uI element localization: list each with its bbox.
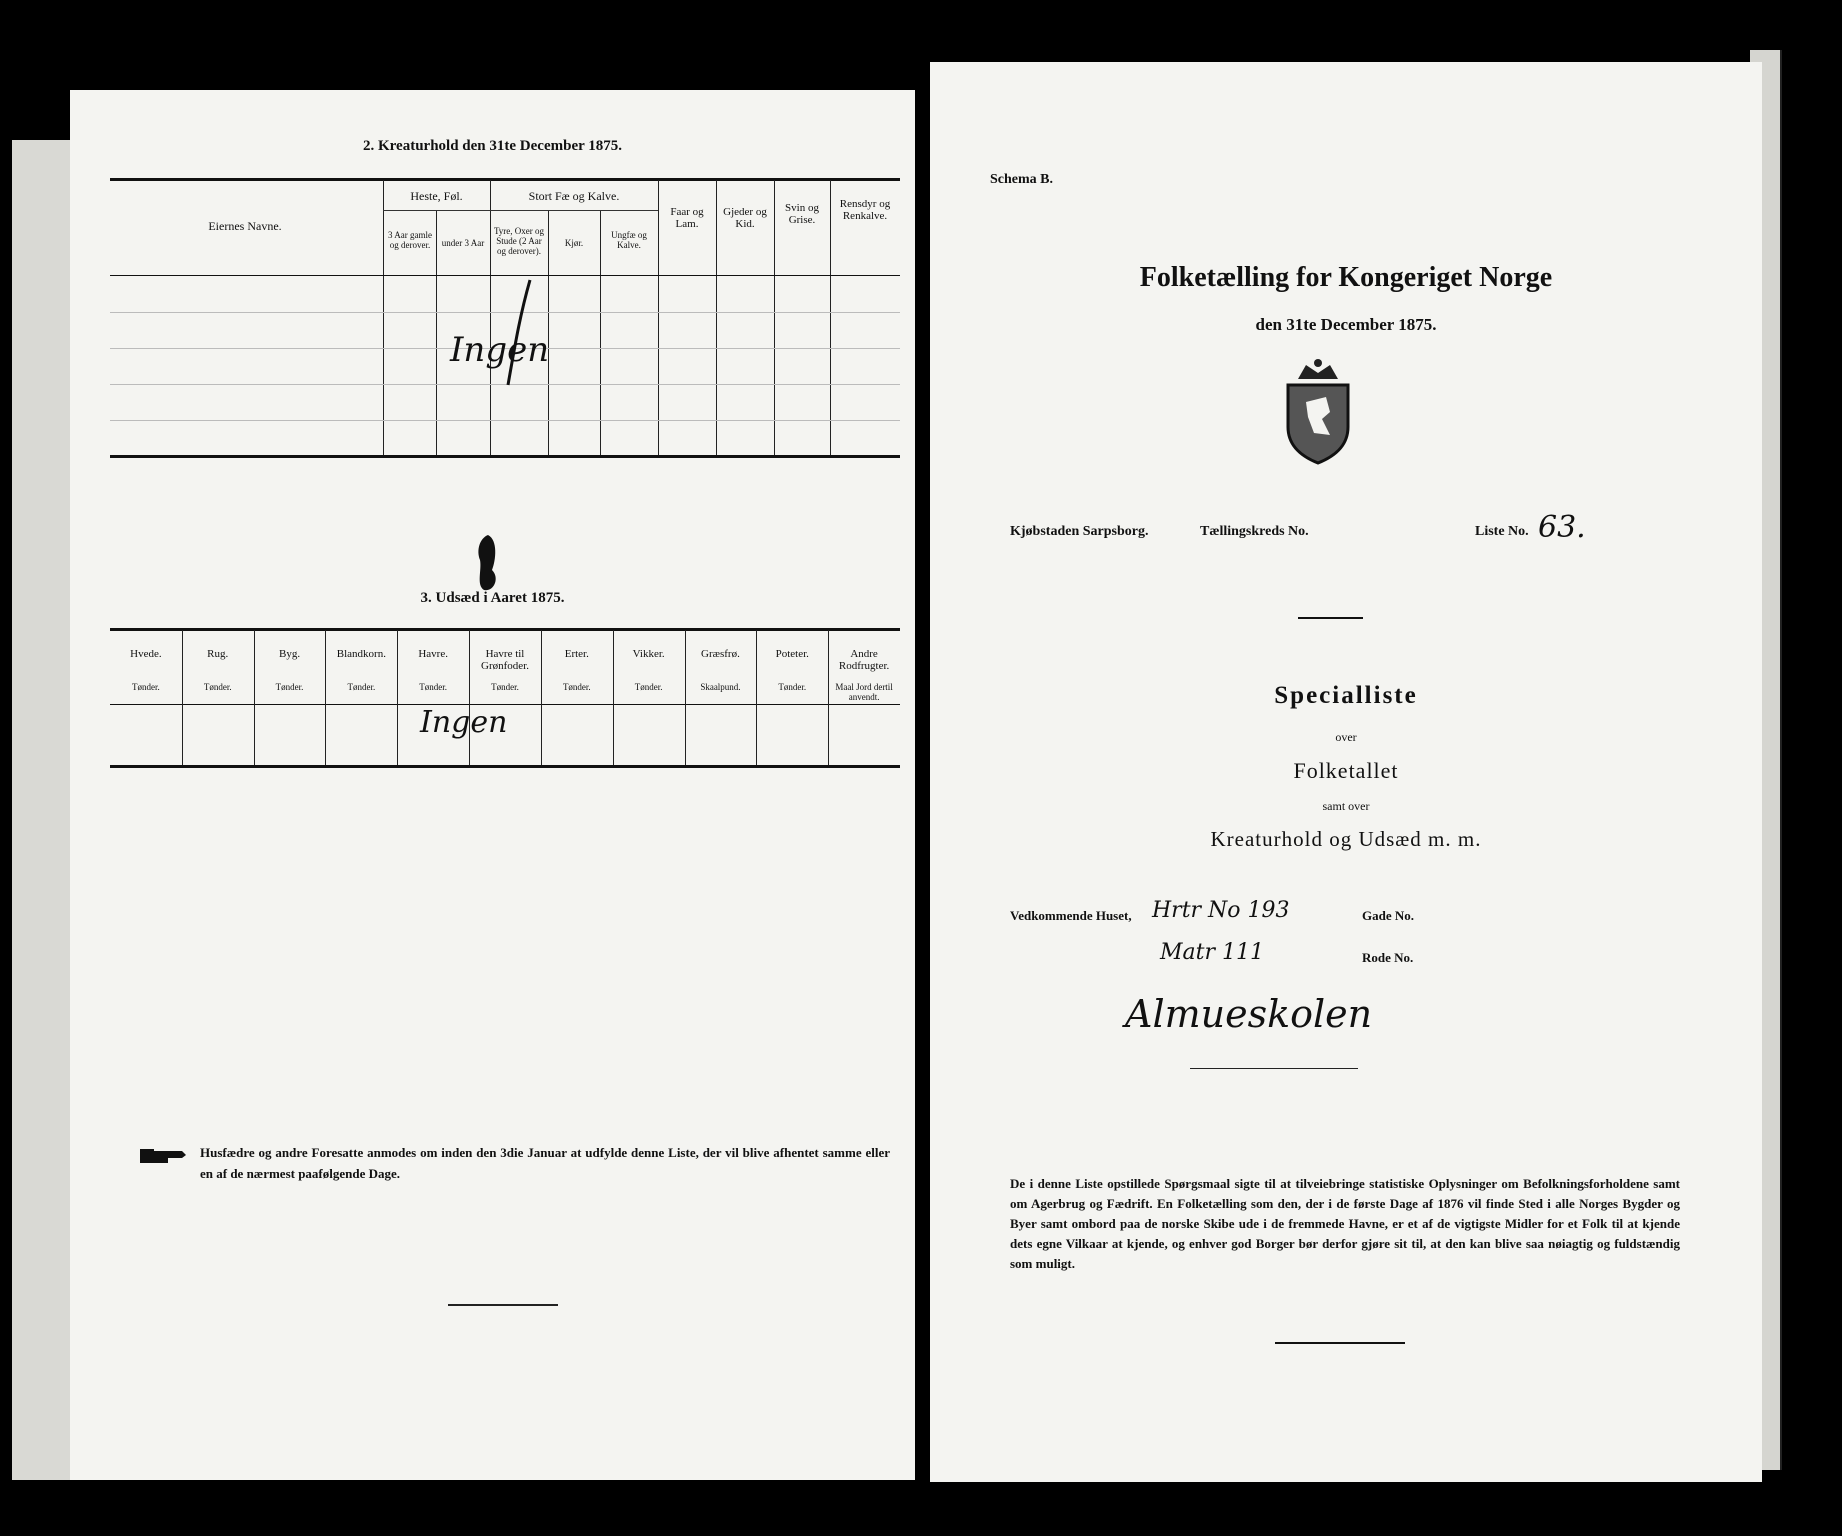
page-stack-edge-left [12,140,74,1480]
reindeer-header: Rensdyr og Renkalve. [839,198,891,222]
seed-column-header: Havre til Grønfoder. [481,648,529,672]
section3-handwriting: Ingen [420,705,508,740]
goats-header: Gjeder og Kid. [723,206,767,230]
coat-of-arms-emblem [1278,357,1358,467]
table-bottom-rule [110,455,900,458]
seed-column-unit: Tønder. [419,682,448,692]
list-number: 63. [1538,510,1586,545]
section2-title: 2. Kreaturhold den 31te December 1875. [363,138,622,154]
table-top-rule [110,178,900,181]
seed-column-unit: Tønder. [491,682,519,692]
seed-column-unit: Tønder. [634,682,663,692]
seed-column-header: Andre Rodfrugter. [838,648,890,672]
owner-header: Eiernes Navne. [208,219,282,233]
list-label: Liste No. [1475,524,1529,539]
seed-column-header: Rug. [207,648,229,660]
section3-title: 3. Udsæd i Aaret 1875. [420,590,565,606]
census-date: den 31te December 1875. [1255,315,1437,334]
seed-column-unit: Skaalpund. [700,682,741,692]
seed-table-bottom-rule [110,765,900,768]
schema-label: Schema B. [990,172,1053,187]
seed-column-unit: Tønder. [132,682,160,692]
seed-column-header: Byg. [278,648,301,660]
rode-value: Matr 111 [1160,940,1264,965]
seed-column-header: Erter. [564,648,589,660]
horses-header: Heste, Føl. [410,189,463,203]
place-label: Kjøbstaden Sarpsborg. [1010,524,1149,539]
seed-column-header: Hvede. [130,648,162,660]
pointing-hand-icon [138,1145,188,1167]
left-page [70,90,915,1480]
seed-column-unit: Tønder. [275,682,304,692]
section2-handwriting: Ingen [450,330,550,370]
owner-name: Almueskolen [1125,992,1373,1036]
cattle-bulls-header: Tyre, Oxer og Stude (2 Aar og derover). [493,226,545,256]
seed-column-header: Græsfrø. [701,648,740,660]
seed-column-unit: Maal Jord dertil anvendt. [835,682,893,702]
pigs-header: Svin og Grise. [785,202,819,226]
horses-young-header: under 3 Aar [441,238,485,248]
explanation-paragraph: De i denne Liste opstillede Spørgsmaal sigte til at tilveiebringe statistiske Oplysninger om Befolkningsforholdene samt om Agerbrug og Fædrift. En Folketælling som den, der i de første Dage af 1876 vil finde Sted i alle Norges Bygder og Byer samt ombord paa de norske Skibe ude i de fremmede Havne, er et af de vigtigste Midler for et Folk til at kjende dets egne Vilkaar at kjende, og enhver god Borger bør derfor gjøre sit til, at den kan blive saa nøiagtig og fuldstændig som muligt. [1010,1176,1680,1271]
house-value: Hrtr No 193 [1152,898,1290,923]
gade-label: Gade No. [1362,908,1414,923]
horses-old-header: 3 Aar gamle og derover. [388,230,432,250]
rode-label: Rode No. [1362,950,1414,965]
specialliste-title: Specialliste [1274,682,1418,709]
kreaturhold-text: Kreaturhold og Udsæd m. m. [1210,827,1482,851]
cattle-header: Stort Fæ og Kalve. [528,189,620,203]
sheep-header: Faar og Lam. [670,206,704,230]
house-label: Vedkommende Huset, [1010,908,1132,923]
right-page [930,62,1762,1482]
divider [448,1304,558,1306]
seed-column-header: Havre. [418,648,448,660]
samt-over-text: samt over [1322,799,1370,813]
seed-column-unit: Tønder. [562,682,591,692]
handwritten-stroke [500,275,540,395]
seed-column-unit: Tønder. [778,682,807,692]
seed-column-header: Poteter. [775,648,809,660]
cattle-cows-header: Kjør. [564,238,584,248]
folketallet-text: Folketallet [1293,758,1399,783]
seed-column-header: Vikker. [632,648,665,660]
cattle-young-header: Ungfæ og Kalve. [611,230,647,250]
main-title: Folketælling for Kongeriget Norge [1139,262,1553,293]
district-label: Tællingskreds No. [1200,524,1309,539]
over-text: over [1335,730,1357,744]
seed-column-unit: Tønder. [347,682,376,692]
seed-column-header: Blandkorn. [336,648,386,660]
seed-column-unit: Tønder. [203,682,232,692]
notice-text: Husfædre og andre Foresatte anmodes om inden den 3die Januar at udfylde denne Liste, der vil blive afhentet samme eller en af de nærmest paafølgende Dage. [200,1145,890,1181]
seed-table-top-rule [110,628,900,631]
